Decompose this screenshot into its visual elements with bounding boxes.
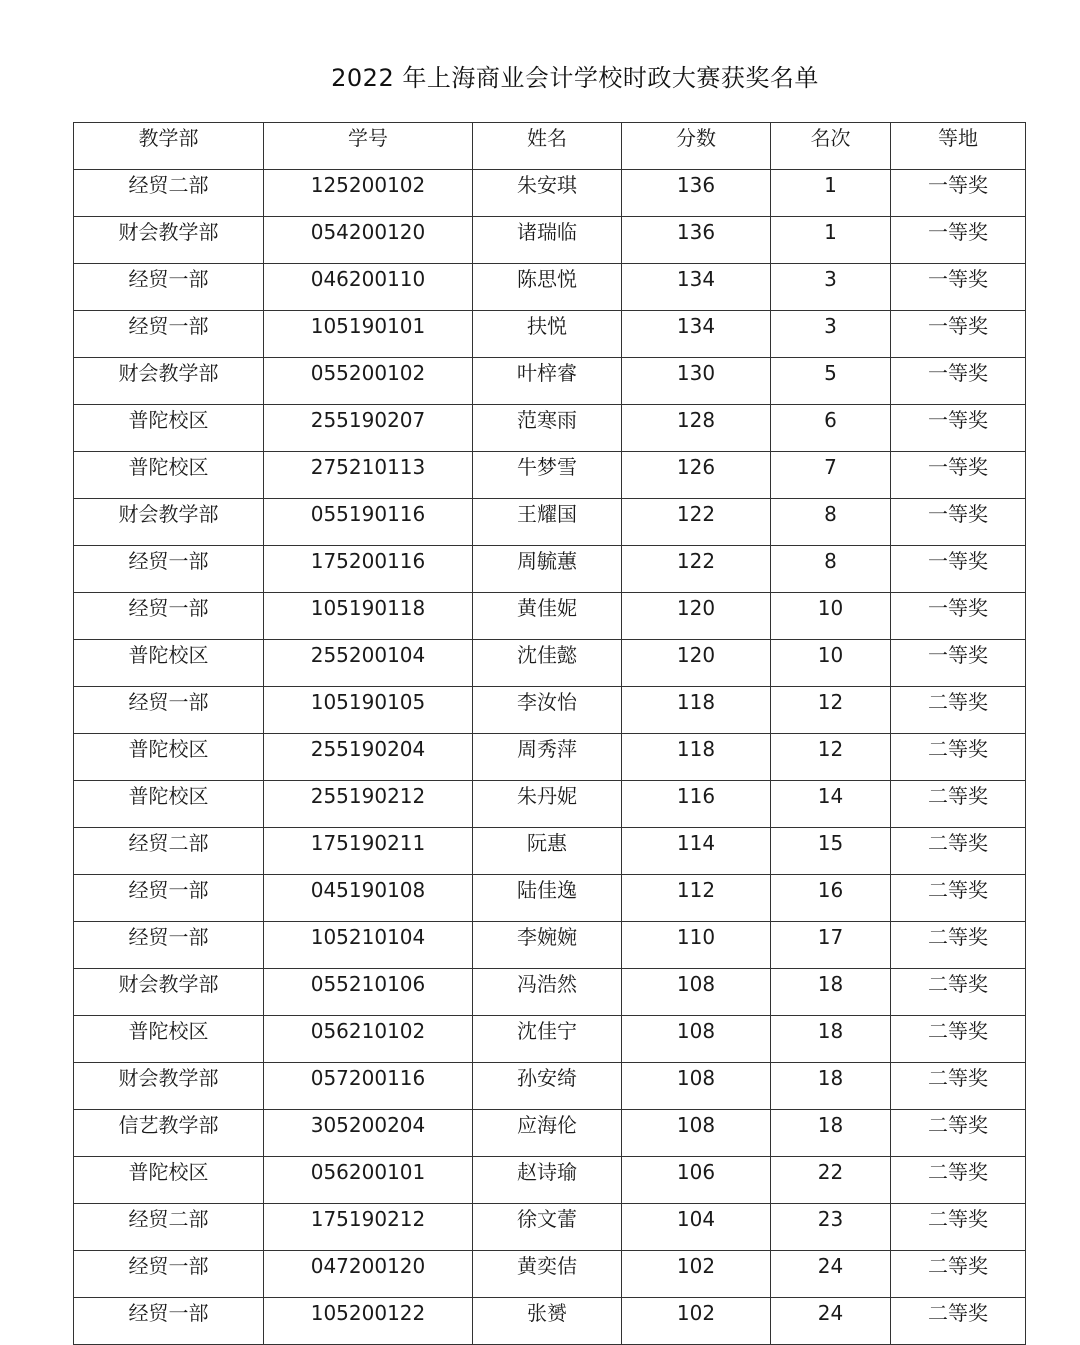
cell-student-id: 055210106 (264, 969, 473, 1016)
cell-score: 108 (622, 1063, 771, 1110)
cell-score: 110 (622, 922, 771, 969)
cell-award: 一等奖 (891, 499, 1026, 546)
cell-name: 周毓蕙 (473, 546, 622, 593)
cell-rank: 3 (771, 264, 891, 311)
cell-name: 牛梦雪 (473, 452, 622, 499)
cell-department: 普陀校区 (74, 734, 264, 781)
cell-rank: 12 (771, 687, 891, 734)
cell-department: 经贸一部 (74, 922, 264, 969)
table-row (74, 922, 1026, 969)
table-row (74, 170, 1026, 217)
cell-department: 普陀校区 (74, 1157, 264, 1204)
cell-award: 一等奖 (891, 405, 1026, 452)
cell-name: 应海伦 (473, 1110, 622, 1157)
cell-award: 一等奖 (891, 452, 1026, 499)
cell-rank: 12 (771, 734, 891, 781)
cell-score: 122 (622, 546, 771, 593)
cell-name: 黄奕佶 (473, 1251, 622, 1298)
cell-score: 106 (622, 1157, 771, 1204)
cell-name: 王耀国 (473, 499, 622, 546)
cell-department: 财会教学部 (74, 217, 264, 264)
cell-award: 二等奖 (891, 875, 1026, 922)
cell-name: 叶梓睿 (473, 358, 622, 405)
cell-department: 普陀校区 (74, 781, 264, 828)
cell-department: 普陀校区 (74, 452, 264, 499)
table-body (74, 170, 1026, 1345)
cell-rank: 10 (771, 593, 891, 640)
cell-student-id: 105200122 (264, 1298, 473, 1345)
cell-award: 二等奖 (891, 922, 1026, 969)
cell-score: 128 (622, 405, 771, 452)
cell-student-id: 105190118 (264, 593, 473, 640)
cell-rank: 1 (771, 217, 891, 264)
cell-department: 经贸一部 (74, 1298, 264, 1345)
table-row (74, 1110, 1026, 1157)
cell-rank: 8 (771, 499, 891, 546)
cell-student-id: 255190204 (264, 734, 473, 781)
cell-award: 二等奖 (891, 734, 1026, 781)
table-row (74, 1204, 1026, 1251)
cell-name: 孙安绮 (473, 1063, 622, 1110)
cell-award: 二等奖 (891, 969, 1026, 1016)
cell-award: 一等奖 (891, 640, 1026, 687)
cell-score: 116 (622, 781, 771, 828)
cell-rank: 18 (771, 1016, 891, 1063)
cell-award: 二等奖 (891, 687, 1026, 734)
cell-student-id: 105210104 (264, 922, 473, 969)
cell-name: 李汝怡 (473, 687, 622, 734)
cell-score: 130 (622, 358, 771, 405)
table-row (74, 358, 1026, 405)
table-row (74, 546, 1026, 593)
cell-score: 102 (622, 1251, 771, 1298)
cell-student-id: 047200120 (264, 1251, 473, 1298)
cell-rank: 6 (771, 405, 891, 452)
cell-score: 134 (622, 311, 771, 358)
cell-award: 二等奖 (891, 1016, 1026, 1063)
cell-name: 冯浩然 (473, 969, 622, 1016)
table-row (74, 687, 1026, 734)
cell-department: 经贸一部 (74, 593, 264, 640)
cell-department: 经贸一部 (74, 1251, 264, 1298)
header-score: 分数 (622, 123, 771, 170)
cell-award: 二等奖 (891, 1110, 1026, 1157)
cell-student-id: 105190105 (264, 687, 473, 734)
cell-name: 朱安琪 (473, 170, 622, 217)
header-department: 教学部 (74, 123, 264, 170)
cell-award: 一等奖 (891, 170, 1026, 217)
cell-rank: 5 (771, 358, 891, 405)
cell-department: 经贸二部 (74, 1204, 264, 1251)
cell-award: 二等奖 (891, 781, 1026, 828)
cell-score: 118 (622, 687, 771, 734)
page-title: 2022 年上海商业会计学校时政大赛获奖名单 (331, 64, 819, 92)
cell-department: 经贸一部 (74, 311, 264, 358)
cell-rank: 24 (771, 1251, 891, 1298)
table-row (74, 452, 1026, 499)
cell-department: 普陀校区 (74, 1016, 264, 1063)
cell-score: 134 (622, 264, 771, 311)
cell-rank: 15 (771, 828, 891, 875)
cell-rank: 17 (771, 922, 891, 969)
cell-rank: 7 (771, 452, 891, 499)
cell-student-id: 255200104 (264, 640, 473, 687)
cell-name: 赵诗瑜 (473, 1157, 622, 1204)
cell-student-id: 255190207 (264, 405, 473, 452)
cell-rank: 23 (771, 1204, 891, 1251)
cell-award: 一等奖 (891, 546, 1026, 593)
cell-award: 一等奖 (891, 311, 1026, 358)
cell-name: 沈佳懿 (473, 640, 622, 687)
cell-award: 二等奖 (891, 1063, 1026, 1110)
header-name: 姓名 (473, 123, 622, 170)
cell-student-id: 305200204 (264, 1110, 473, 1157)
cell-student-id: 054200120 (264, 217, 473, 264)
cell-rank: 8 (771, 546, 891, 593)
cell-name: 张赟 (473, 1298, 622, 1345)
cell-name: 朱丹妮 (473, 781, 622, 828)
cell-rank: 14 (771, 781, 891, 828)
table-row (74, 734, 1026, 781)
cell-award: 二等奖 (891, 1251, 1026, 1298)
cell-rank: 16 (771, 875, 891, 922)
cell-department: 经贸一部 (74, 264, 264, 311)
cell-score: 120 (622, 640, 771, 687)
cell-score: 114 (622, 828, 771, 875)
cell-student-id: 055200102 (264, 358, 473, 405)
table-row (74, 405, 1026, 452)
cell-student-id: 175190212 (264, 1204, 473, 1251)
cell-student-id: 046200110 (264, 264, 473, 311)
cell-student-id: 055190116 (264, 499, 473, 546)
table-row (74, 875, 1026, 922)
table-row (74, 969, 1026, 1016)
cell-score: 136 (622, 170, 771, 217)
cell-name: 陆佳逸 (473, 875, 622, 922)
cell-rank: 3 (771, 311, 891, 358)
cell-score: 126 (622, 452, 771, 499)
cell-score: 108 (622, 1110, 771, 1157)
cell-student-id: 255190212 (264, 781, 473, 828)
cell-department: 经贸一部 (74, 687, 264, 734)
cell-department: 财会教学部 (74, 1063, 264, 1110)
cell-score: 104 (622, 1204, 771, 1251)
cell-award: 一等奖 (891, 358, 1026, 405)
header-student-id: 学号 (264, 123, 473, 170)
cell-name: 黄佳妮 (473, 593, 622, 640)
cell-award: 一等奖 (891, 593, 1026, 640)
cell-department: 信艺教学部 (74, 1110, 264, 1157)
cell-student-id: 056200101 (264, 1157, 473, 1204)
cell-name: 沈佳宁 (473, 1016, 622, 1063)
table-row (74, 640, 1026, 687)
cell-name: 周秀萍 (473, 734, 622, 781)
cell-name: 徐文蕾 (473, 1204, 622, 1251)
cell-student-id: 057200116 (264, 1063, 473, 1110)
cell-department: 普陀校区 (74, 640, 264, 687)
header-award: 等地 (891, 123, 1026, 170)
cell-department: 财会教学部 (74, 499, 264, 546)
cell-score: 108 (622, 1016, 771, 1063)
cell-award: 二等奖 (891, 1157, 1026, 1204)
cell-rank: 18 (771, 1110, 891, 1157)
cell-rank: 24 (771, 1298, 891, 1345)
cell-student-id: 275210113 (264, 452, 473, 499)
table-row (74, 1063, 1026, 1110)
cell-score: 120 (622, 593, 771, 640)
cell-rank: 18 (771, 969, 891, 1016)
cell-name: 诸瑞临 (473, 217, 622, 264)
cell-name: 扶悦 (473, 311, 622, 358)
cell-student-id: 056210102 (264, 1016, 473, 1063)
cell-rank: 22 (771, 1157, 891, 1204)
cell-student-id: 175200116 (264, 546, 473, 593)
table-row (74, 781, 1026, 828)
cell-score: 108 (622, 969, 771, 1016)
cell-department: 财会教学部 (74, 969, 264, 1016)
award-table (73, 122, 1026, 1345)
cell-rank: 18 (771, 1063, 891, 1110)
table-row (74, 1298, 1026, 1345)
cell-award: 二等奖 (891, 1204, 1026, 1251)
cell-student-id: 045190108 (264, 875, 473, 922)
cell-department: 财会教学部 (74, 358, 264, 405)
cell-name: 李婉婉 (473, 922, 622, 969)
table-row (74, 311, 1026, 358)
table-row (74, 1157, 1026, 1204)
cell-score: 102 (622, 1298, 771, 1345)
cell-department: 普陀校区 (74, 405, 264, 452)
cell-score: 118 (622, 734, 771, 781)
cell-department: 经贸二部 (74, 828, 264, 875)
cell-name: 阮惠 (473, 828, 622, 875)
table-row (74, 828, 1026, 875)
table-row (74, 499, 1026, 546)
table-row (74, 593, 1026, 640)
cell-rank: 1 (771, 170, 891, 217)
cell-student-id: 105190101 (264, 311, 473, 358)
cell-award: 二等奖 (891, 1298, 1026, 1345)
table-header-row (74, 123, 1026, 170)
cell-student-id: 125200102 (264, 170, 473, 217)
cell-score: 112 (622, 875, 771, 922)
cell-rank: 10 (771, 640, 891, 687)
cell-score: 136 (622, 217, 771, 264)
table-row (74, 1251, 1026, 1298)
cell-name: 陈思悦 (473, 264, 622, 311)
cell-award: 一等奖 (891, 217, 1026, 264)
cell-award: 一等奖 (891, 264, 1026, 311)
cell-student-id: 175190211 (264, 828, 473, 875)
cell-department: 经贸一部 (74, 875, 264, 922)
table-row (74, 1016, 1026, 1063)
table-row (74, 264, 1026, 311)
cell-department: 经贸二部 (74, 170, 264, 217)
cell-department: 经贸一部 (74, 546, 264, 593)
table-row (74, 217, 1026, 264)
header-rank: 名次 (771, 123, 891, 170)
cell-name: 范寒雨 (473, 405, 622, 452)
cell-score: 122 (622, 499, 771, 546)
cell-award: 二等奖 (891, 828, 1026, 875)
